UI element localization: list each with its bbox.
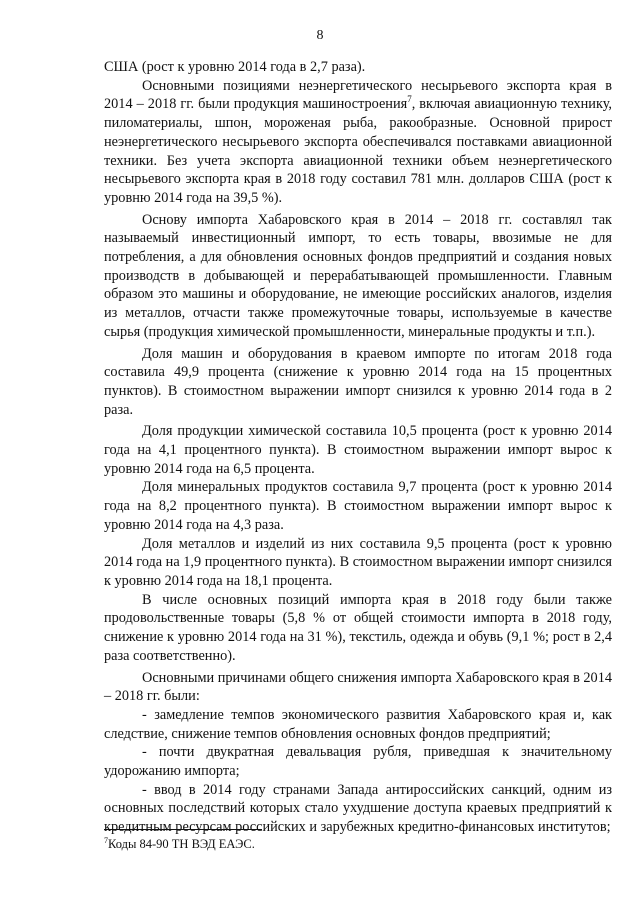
paragraph-5: Доля продукции химической составила 10,5 процента (рост к уровню 2014 года на 4,1 процентного пункта). В стоимостном выражении импорт вырос к уровню 2014 года на 6,5 процента. <box>104 423 612 477</box>
footnote-divider <box>104 829 262 830</box>
page-number: 8 <box>316 28 324 43</box>
footnote-text: Коды 84-90 ТН ВЭД ЕАЭС. <box>108 837 255 851</box>
footnote <box>104 837 255 852</box>
paragraph-6: Доля минеральных продуктов составила 9,7 процента (рост к уровню 2014 года на 8,2 процентного пункта). В стоимостном выражении импорт вырос к уровню 2014 года на 4,3 раза. <box>104 479 612 533</box>
paragraph-9: Основными причинами общего снижения импорта Хабаровского края в 2014 – 2018 гг. были: <box>104 669 612 705</box>
paragraph-2 <box>104 77 612 208</box>
list-item-3: - ввод в 2014 году странами Запада антироссийских санкций, одним из основных последствий которых стало ухудшение доступа краевых предприятий к кредитным ресурсам российских и зарубежных кредитно-финансовых институтов; <box>104 781 612 836</box>
list-item-2: - почти двукратная девальвация рубля, приведшая к значительному удорожанию импорта; <box>104 744 612 780</box>
paragraph-3: Основу импорта Хабаровского края в 2014 – 2018 гг. составлял так называемый инвестиционный импорт, то есть товары, ввозимые не для потребления, а для обновления основных фондов предприятий и создания новых производств в добывающей и перерабатывающей промышленности. Главным образом это машины и оборудование, не имеющие российских аналогов, изделия из металлов, отчасти также промежуточные товары, используемые в качестве сырья (продукция химической промышленности, минеральные продукты и т.п.). <box>104 211 612 340</box>
paragraph-4: Доля машин и оборудования в краевом импорте по итогам 2018 года составила 49,9 процента (снижение к уровню 2014 года на 15 процентных пунктов). В стоимостном выражении импорт снизился к уровню 2014 года в 2 раза. <box>104 345 612 418</box>
paragraph-2-rest: , включая авиационную технику, пиломатериалы, шпон, мороженая рыба, ракообразные. Основной прирост неэнергетического несырьевого экспорта обеспечивался поставками авиационной техники. Без учета экспорта авиационной техники объем неэнергетического несырьевого экспорта края в 2018 году составил 781 млн. долларов США (рост к уровню 2014 года на 39,5 %). <box>104 96 612 206</box>
paragraph-8: В числе основных позиций импорта края в 2018 году были также продовольственные товары (5,8 % от общей стоимости импорта в 2018 году, снижение к уровню 2014 года на 31 %), текстиль, одежда и обувь (9,1 %; рост в 2,4 раза соответственно). <box>104 591 612 664</box>
footnote-ref-7[interactable]: 7 <box>407 94 412 105</box>
list-item-1: - замедление темпов экономического развития Хабаровского края и, как следствие, снижение темпов обновления основных фондов предприятий; <box>104 706 612 742</box>
paragraph-2-start: Основными позициями неэнергетического несырьевого экспорта края в 2014 – 2018 гг. были продукция машиностроения <box>104 77 612 113</box>
footnote-marker: 7 <box>104 835 108 845</box>
paragraph-7: Доля металлов и изделий из них составила 9,5 процента (рост к уровню 2014 года на 1,9 процентного пункта). В стоимостном выражении импорт снизился к уровню 2014 года на 18,1 процента. <box>104 535 612 589</box>
body-text <box>104 58 612 837</box>
paragraph-1: США (рост к уровню 2014 года в 2,7 раза). <box>104 59 366 75</box>
